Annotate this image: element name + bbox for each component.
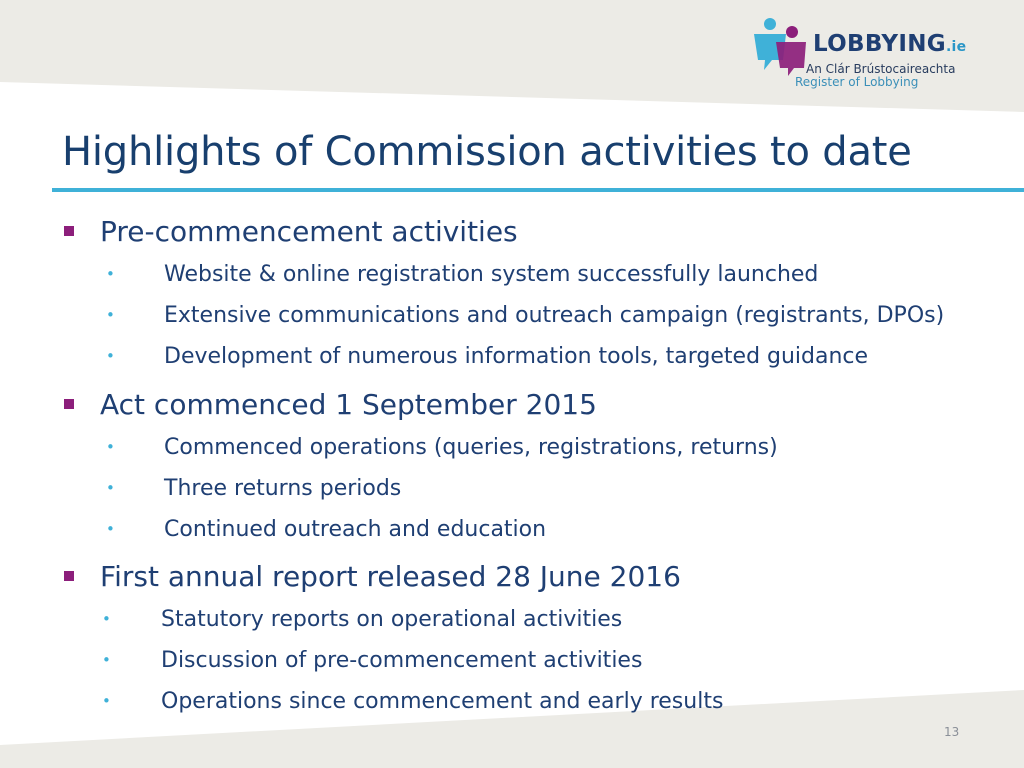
logo-wordmark <box>813 31 966 57</box>
title-underline <box>52 188 1024 192</box>
list-item: Three returns periods <box>164 476 402 501</box>
list-item: Discussion of pre-commencement activities <box>161 648 643 673</box>
list-item: Commenced operations (queries, registrations, returns) <box>164 435 778 460</box>
logo-name: LOBBYING <box>813 31 946 57</box>
round-bullet-icon: • <box>106 265 115 283</box>
round-bullet-icon: • <box>106 520 115 538</box>
round-bullet-icon: • <box>106 438 115 456</box>
section-heading: Pre-commencement activities <box>100 215 518 248</box>
logo-subtitle-english: Register of Lobbying <box>795 75 919 89</box>
list-item: Statutory reports on operational activities <box>161 607 623 632</box>
logo-tld: .ie <box>945 39 967 55</box>
list-item: Operations since commencement and early results <box>161 689 724 714</box>
page-number: 13 <box>944 725 960 739</box>
people-speech-icon <box>750 14 814 78</box>
list-item: Website & online registration system successfully launched <box>164 262 819 287</box>
round-bullet-icon: • <box>106 347 115 365</box>
list-item: Development of numerous information tools, targeted guidance <box>164 344 869 369</box>
round-bullet-icon: • <box>102 651 111 669</box>
logo-subtitle-irish: An Clár Brústocaireachta <box>806 62 956 76</box>
square-bullet-icon <box>64 399 74 409</box>
round-bullet-icon: • <box>102 610 111 628</box>
square-bullet-icon <box>64 571 74 581</box>
list-item: Continued outreach and education <box>164 517 547 542</box>
lobbying-logo <box>750 14 980 94</box>
square-bullet-icon <box>64 226 74 236</box>
round-bullet-icon: • <box>106 479 115 497</box>
round-bullet-icon: • <box>102 692 111 710</box>
slide-title: Highlights of Commission activities to date <box>62 129 912 175</box>
section-heading: Act commenced 1 September 2015 <box>100 388 597 421</box>
round-bullet-icon: • <box>106 306 115 324</box>
list-item: Extensive communications and outreach campaign (registrants, DPOs) <box>164 303 945 328</box>
section-heading: First annual report released 28 June 2016 <box>100 560 681 593</box>
